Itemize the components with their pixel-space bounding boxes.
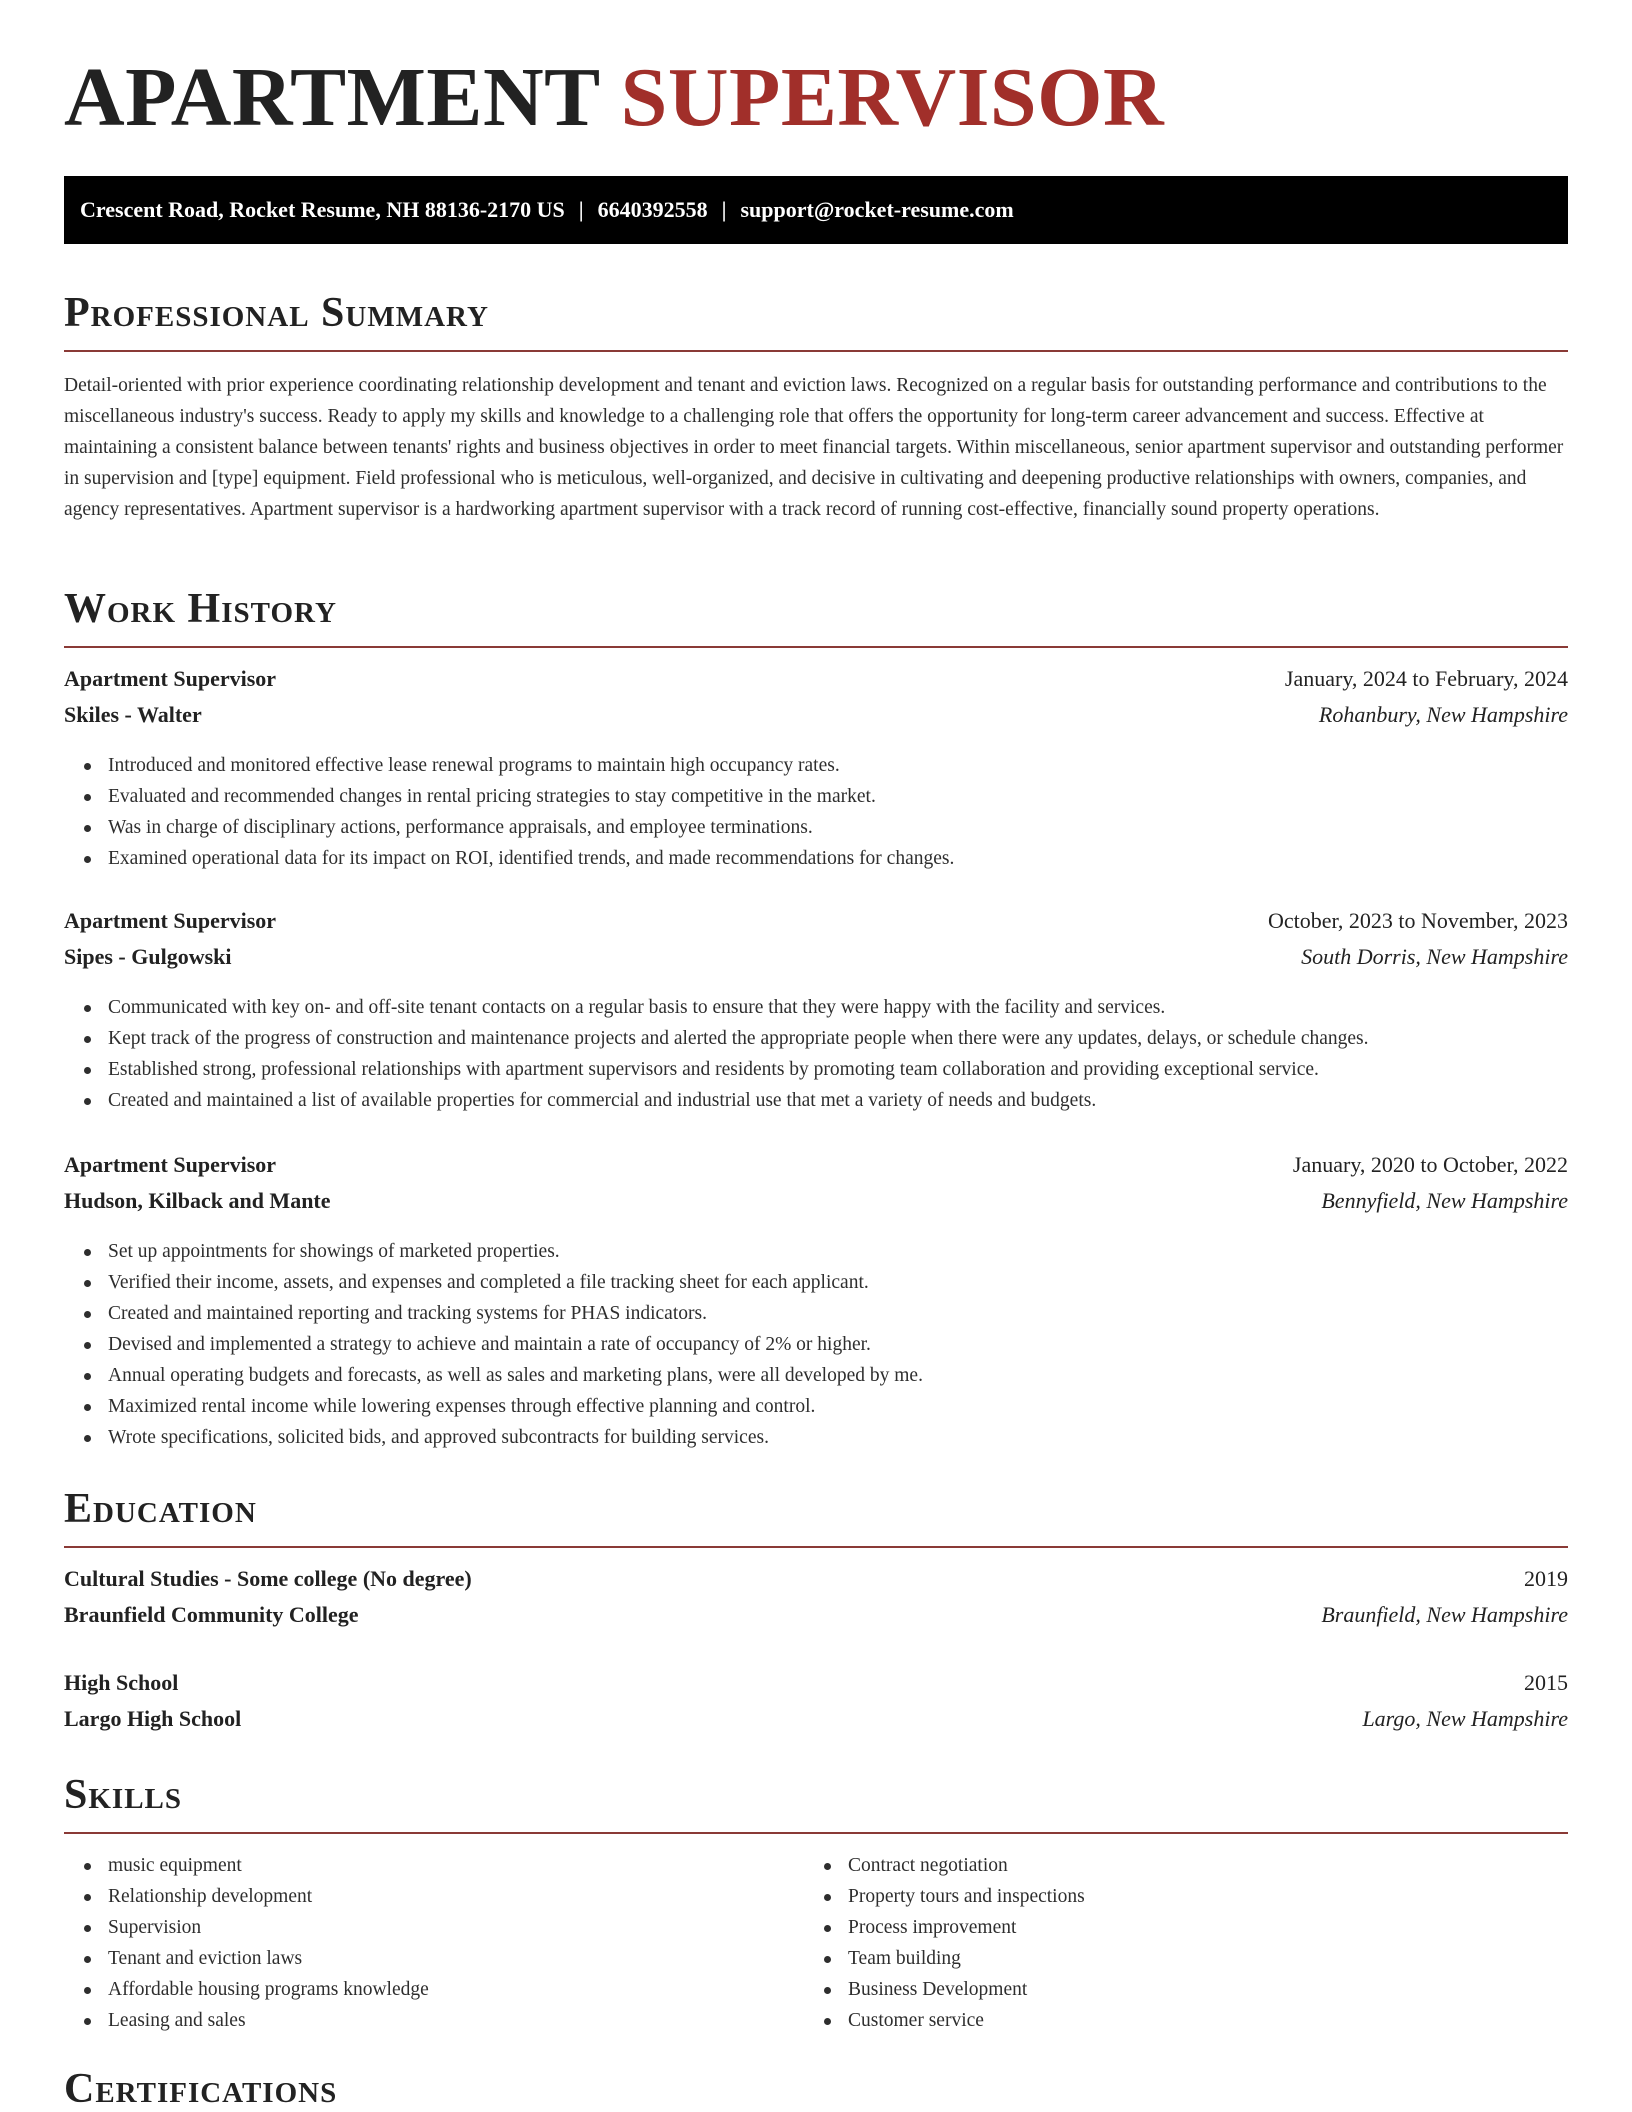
- job-location: Rohanbury, New Hampshire: [1318, 702, 1568, 727]
- education-location: Largo, New Hampshire: [1362, 1706, 1568, 1731]
- list-item: Maximized rental income while lowering expenses through effective planning and control.: [64, 1391, 1568, 1422]
- list-item: Established strong, professional relationships with apartment supervisors and residents by promoting team collaboration and providing exceptional service.: [64, 1054, 1568, 1085]
- job-bullets: [64, 750, 1568, 874]
- list-item: Created and maintained reporting and tracking systems for PHAS indicators.: [64, 1298, 1568, 1329]
- skill-item: Relationship development: [64, 1881, 804, 1912]
- skill-item: Business Development: [804, 1974, 1544, 2005]
- skills-column-right: [804, 1850, 1544, 2036]
- list-item: Set up appointments for showings of marketed properties.: [64, 1236, 1568, 1267]
- contact-separator: |: [721, 197, 727, 222]
- education-school: Largo High School: [64, 1706, 242, 1731]
- job-position: Apartment Supervisor: [64, 908, 277, 933]
- list-item: Verified their income, assets, and expenses and completed a file tracking sheet for each applicant.: [64, 1267, 1568, 1298]
- job-dates: January, 2020 to October, 2022: [1292, 1152, 1568, 1177]
- job-bullets: [64, 992, 1568, 1116]
- job-dates: October, 2023 to November, 2023: [1267, 908, 1568, 933]
- skill-item: Team building: [804, 1943, 1544, 1974]
- section-title-education: Education: [64, 1488, 1568, 1548]
- skill-item: Supervision: [64, 1912, 804, 1943]
- list-item: Created and maintained a list of available properties for commercial and industrial use that met a variety of needs and budgets.: [64, 1085, 1568, 1116]
- education-year: 2019: [1524, 1566, 1568, 1591]
- list-item: Evaluated and recommended changes in rental pricing strategies to stay competitive in the market.: [64, 781, 1568, 812]
- job-company: Sipes - Gulgowski: [64, 944, 232, 969]
- skill-item: music equipment: [64, 1850, 804, 1881]
- skill-item: Affordable housing programs knowledge: [64, 1974, 804, 2005]
- resume-name: [64, 51, 1165, 144]
- education-entry: [64, 1670, 1568, 1742]
- job-company: Skiles - Walter: [64, 702, 202, 727]
- job-company: Hudson, Kilback and Mante: [64, 1188, 331, 1213]
- contact-separator: |: [578, 197, 584, 222]
- skill-item: Process improvement: [804, 1912, 1544, 1943]
- contact-address: Crescent Road, Rocket Resume, NH 88136-2170 US: [80, 197, 565, 222]
- summary-text: Detail-oriented with prior experience coordinating relationship development and tenant and eviction laws. Recognized on a regular basis for outstanding performance and contributions to the miscellaneous industry's success. Ready to apply my skills and knowledge to a challenging role that offers the opportunity for long-term career advancement and success. Effective at maintaining a consistent balance between tenants' rights and business objectives in order to meet financial targets. Within miscellaneous, senior apartment supervisor and outstanding performer in supervision and [type] equipment. Field professional who is meticulous, well-organized, and decisive in cultivating and deepening productive relationships with owners, companies, and agency representatives. Apartment supervisor is a hardworking apartment supervisor with a track record of running cost-effective, financially sound property operations.: [64, 375, 1564, 520]
- education-year: 2015: [1524, 1670, 1568, 1695]
- job-location: South Dorris, New Hampshire: [1301, 944, 1568, 969]
- job-dates: January, 2024 to February, 2024: [1284, 666, 1568, 691]
- job-entry: [64, 908, 1568, 1116]
- education-location: Braunfield, New Hampshire: [1321, 1602, 1568, 1627]
- list-item: Kept track of the progress of construction and maintenance projects and alerted the appropriate people when there were any updates, delays, or schedule changes.: [64, 1023, 1568, 1054]
- job-position: Apartment Supervisor: [64, 666, 277, 691]
- skill-item: Contract negotiation: [804, 1850, 1544, 1881]
- name-last: SUPERVISOR: [620, 51, 1165, 144]
- education-degree: High School: [64, 1670, 179, 1695]
- skills-list: [64, 1850, 1568, 2036]
- job-position: Apartment Supervisor: [64, 1152, 277, 1177]
- contact-email[interactable]: support@rocket-resume.com: [740, 197, 1014, 222]
- contact-bar: [64, 176, 1568, 244]
- section-title-work-history: Work History: [64, 588, 1568, 648]
- skill-item: Leasing and sales: [64, 2005, 804, 2036]
- list-item: Examined operational data for its impact on ROI, identified trends, and made recommendations for changes.: [64, 843, 1568, 874]
- list-item: Annual operating budgets and forecasts, as well as sales and marketing plans, were all developed by me.: [64, 1360, 1568, 1391]
- name-first: APARTMENT: [64, 51, 600, 144]
- list-item: Devised and implemented a strategy to achieve and maintain a rate of occupancy of 2% or higher.: [64, 1329, 1568, 1360]
- list-item: Wrote specifications, solicited bids, and approved subcontracts for building services.: [64, 1422, 1568, 1453]
- job-entry: [64, 1152, 1568, 1453]
- education-entry: [64, 1566, 1568, 1638]
- job-entry: [64, 666, 1568, 874]
- section-title-skills: Skills: [64, 1774, 1568, 1834]
- education-school: Braunfield Community College: [64, 1602, 359, 1627]
- section-title-certifications: Certifications: [64, 2066, 338, 2112]
- job-location: Bennyfield, New Hampshire: [1321, 1188, 1568, 1213]
- job-bullets: [64, 1236, 1568, 1453]
- section-title-summary: Professional Summary: [64, 292, 1568, 352]
- skill-item: Property tours and inspections: [804, 1881, 1544, 1912]
- skills-column-left: [64, 1850, 804, 2036]
- education-degree: Cultural Studies - Some college (No degree): [64, 1566, 472, 1591]
- skill-item: Customer service: [804, 2005, 1544, 2036]
- list-item: Communicated with key on- and off-site tenant contacts on a regular basis to ensure that they were happy with the facility and services.: [64, 992, 1568, 1023]
- list-item: Introduced and monitored effective lease renewal programs to maintain high occupancy rates.: [64, 750, 1568, 781]
- list-item: Was in charge of disciplinary actions, performance appraisals, and employee terminations.: [64, 812, 1568, 843]
- skill-item: Tenant and eviction laws: [64, 1943, 804, 1974]
- contact-phone[interactable]: 6640392558: [597, 197, 708, 222]
